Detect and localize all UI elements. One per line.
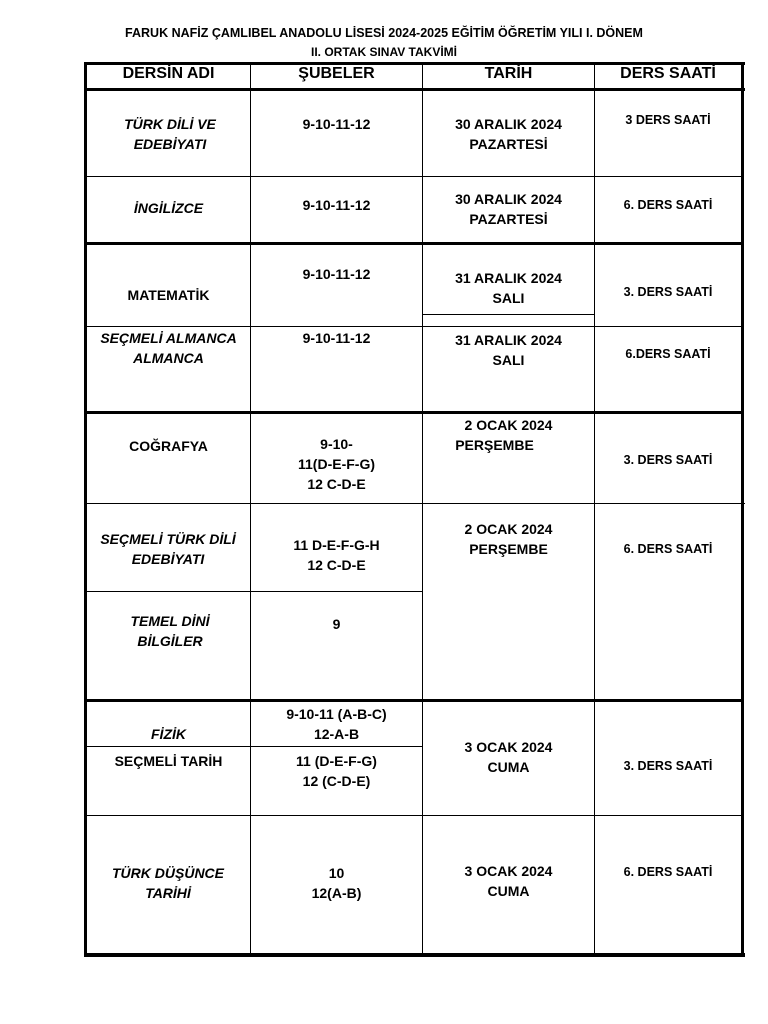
course-secmeli-turk-dili: SEÇMELİ TÜRK DİLİ EDEBİYATI: [100, 531, 236, 567]
row-divider: [86, 326, 594, 327]
row-divider: [86, 591, 422, 592]
date-secmeli-turk-dili: 2 OCAK 2024 PERŞEMBE: [464, 521, 553, 557]
row-divider: [84, 503, 745, 504]
header-sections: ŞUBELER: [298, 65, 375, 82]
hours-secmeli-turk-dili: 6. DERS SAATİ: [623, 542, 713, 556]
row-divider: [422, 314, 594, 315]
sections-secmeli-turk-dili: 11 D-E-F-G-H 12 C-D-E: [293, 537, 380, 573]
date-turk-dili: 30 ARALIK 2024 PAZARTESİ: [455, 116, 562, 152]
sections-matematik: 9-10-11-12: [302, 266, 371, 282]
table-border-left: [84, 62, 87, 957]
date-turk-dusunce: 3 OCAK 2024 CUMA: [464, 863, 553, 899]
course-cografya: COĞRAFYA: [129, 438, 208, 454]
sections-turk-dili: 9-10-11-12: [302, 116, 371, 132]
header-date: TARİH: [484, 65, 533, 82]
hours-cografya: 3. DERS SAATİ: [623, 453, 713, 467]
hours-fizik: 3. DERS SAATİ: [623, 759, 713, 773]
table-border-right: [741, 62, 744, 957]
sections-temel-dini: 9: [332, 616, 341, 632]
header-divider: [84, 88, 745, 91]
course-fizik: FİZİK: [151, 726, 186, 742]
row-divider: [86, 242, 743, 245]
date-matematik: 31 ARALIK 2024 SALI: [455, 270, 562, 306]
header-course-name: DERSİN ADI: [122, 65, 215, 82]
date-fizik: 3 OCAK 2024 CUMA: [464, 739, 553, 775]
row-divider: [86, 815, 743, 816]
sections-cografya: 9-10- 11(D-E-F-G) 12 C-D-E: [298, 436, 375, 492]
sections-almanca: 9-10-11-12: [302, 330, 371, 346]
row-divider: [86, 411, 743, 414]
sections-turk-dusunce: 10 12(A-B): [311, 865, 362, 901]
sections-fizik: 9-10-11 (A-B-C) 12-A-B: [286, 706, 387, 742]
document-title: FARUK NAFİZ ÇAMLIBEL ANADOLU LİSESİ 2024-2025 EĞİTİM ÖĞRETİM YILI I. DÖNEM: [125, 26, 643, 40]
date-almanca: 31 ARALIK 2024 SALI: [455, 332, 562, 368]
course-temel-dini: TEMEL DİNİ BİLGİLER: [130, 613, 210, 649]
date-ingilizce: 30 ARALIK 2024 PAZARTESİ: [455, 191, 562, 227]
row-divider: [86, 699, 743, 702]
hours-turk-dili: 3 DERS SAATİ: [625, 113, 711, 127]
row-divider: [86, 746, 422, 747]
header-lesson-hour: DERS SAATİ: [620, 65, 716, 82]
hours-matematik: 3. DERS SAATİ: [623, 285, 713, 299]
row-divider: [594, 326, 743, 327]
course-matematik: MATEMATİK: [127, 287, 210, 303]
course-turk-dili: TÜRK DİLİ VE EDEBİYATI: [124, 116, 216, 152]
hours-turk-dusunce: 6. DERS SAATİ: [623, 865, 713, 879]
sections-ingilizce: 9-10-11-12: [302, 197, 371, 213]
course-ingilizce: İNGİLİZCE: [133, 200, 204, 216]
course-secmeli-tarih: SEÇMELİ TARİH: [114, 753, 223, 769]
row-divider: [86, 176, 743, 177]
hours-almanca: 6.DERS SAATİ: [625, 347, 711, 361]
table-border-bottom: [84, 953, 745, 957]
sections-secmeli-tarih: 11 (D-E-F-G) 12 (C-D-E): [296, 753, 377, 789]
date-cografya: 2 OCAK 2024 PERŞEMBE: [455, 417, 553, 453]
document-subtitle: II. ORTAK SINAV TAKVİMİ: [311, 45, 457, 59]
hours-ingilizce: 6. DERS SAATİ: [623, 198, 713, 212]
course-turk-dusunce: TÜRK DÜŞÜNCE TARİHİ: [112, 865, 224, 901]
course-almanca: SEÇMELİ ALMANCA ALMANCA: [100, 330, 237, 366]
